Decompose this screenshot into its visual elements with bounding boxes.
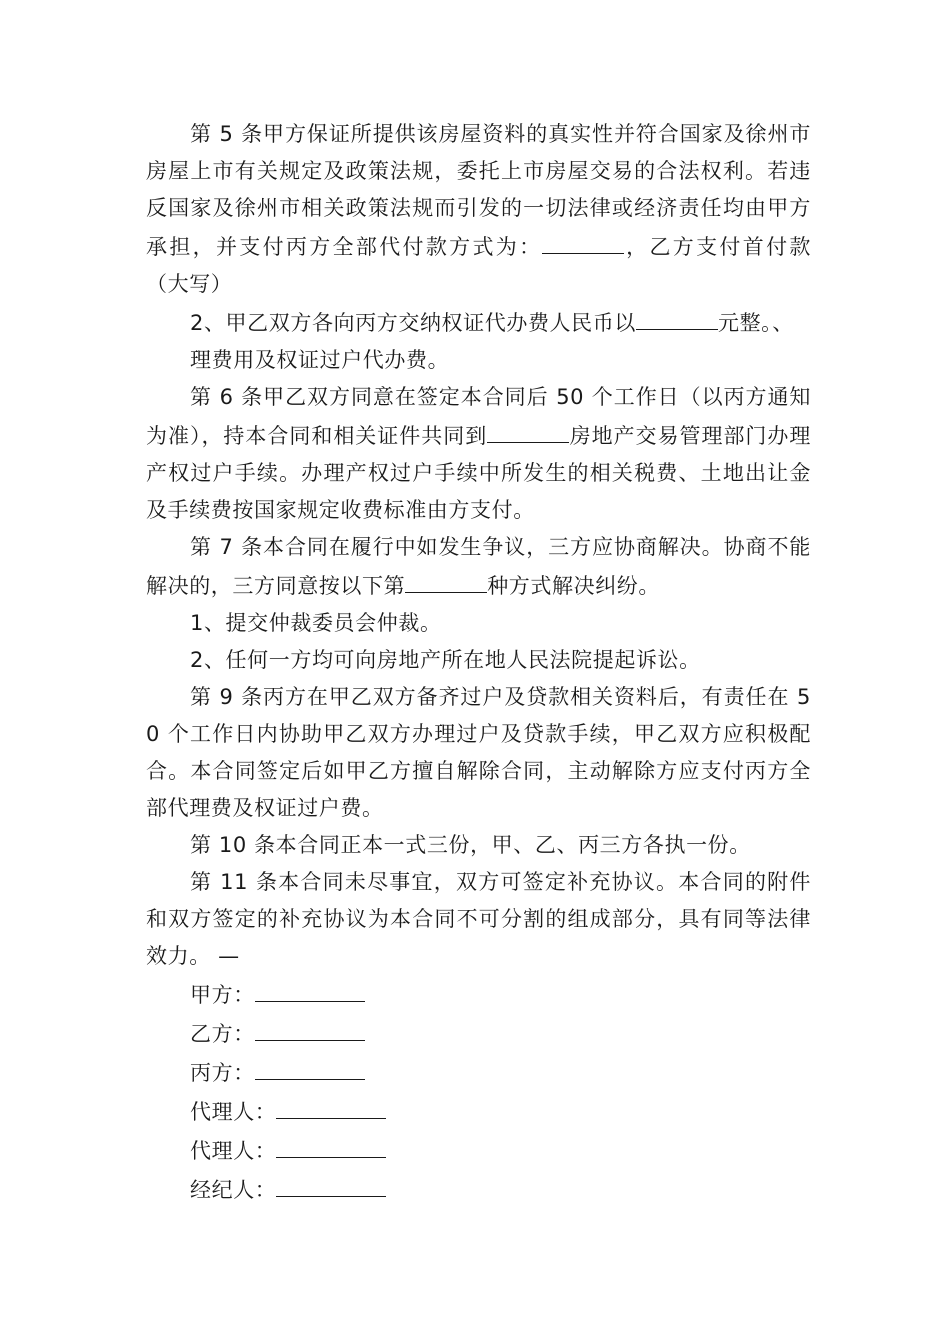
fee-line: 理费用及权证过户代办费。 xyxy=(190,348,450,372)
article-11: 第 11 条本合同未尽事宜，双方可签定补充协议。本合同的附件和双方签定的补充协议为本合同不可分割的组成部分，具有同等法律效力。 — xyxy=(146,870,811,968)
contract-page xyxy=(146,116,811,1209)
signature-agent-2: 代理人： xyxy=(146,1131,811,1170)
party-a-signature-field[interactable] xyxy=(255,975,365,1002)
article-10: 第 10 条本合同正本一式三份，甲、乙、丙三方各执一份。 xyxy=(190,833,751,857)
signature-broker: 经纪人： xyxy=(146,1170,811,1209)
article-6: 第 6 条甲乙双方同意在签定本合同后 50 个工作日（以丙方通知为准），持本合同和相关证件共同到 房地产交易管理部门办理产权过户手续。办理产权过户手续中所发生的相关税费、土地出让金及手续费按国家规定收费标准由方支付。 xyxy=(146,385,811,522)
signature-party-a: 甲方： xyxy=(146,975,811,1014)
item-1-arbitration: 1、提交仲裁委员会仲裁。 xyxy=(190,611,442,635)
agent-1-signature-field[interactable] xyxy=(276,1092,386,1119)
item-2-litigation: 2、任何一方均可向房地产所在地人民法院提起诉讼。 xyxy=(190,648,701,672)
article-5: 第 5 条甲方保证所提供该房屋资料的真实性并符合国家及徐州市房屋上市有关规定及政策法规，委托上市房屋交易的合法权利。若违反国家及徐州市相关政策法规而引发的一切法律或经济责任均由甲方承担，并支付丙方全部代付款方式为： ，乙方支付首付款（大写） xyxy=(146,122,811,296)
payment-method-blank[interactable] xyxy=(542,227,624,254)
article-9: 第 9 条丙方在甲乙双方备齐过户及贷款相关资料后，有责任在 50 个工作日内协助甲乙双方办理过户及贷款手续，甲乙双方应积极配合。本合同签定后如甲乙方擅自解除合同，主动解除方应支付丙方全部代理费及权证过户费。 xyxy=(146,685,811,820)
signature-block xyxy=(146,975,811,1209)
party-b-signature-field[interactable] xyxy=(255,1014,365,1041)
dispute-method-blank[interactable] xyxy=(405,566,487,593)
signature-party-b: 乙方： xyxy=(146,1014,811,1053)
broker-signature-field[interactable] xyxy=(276,1170,386,1197)
agent-2-signature-field[interactable] xyxy=(276,1131,386,1158)
exchange-office-blank[interactable] xyxy=(487,416,569,443)
signature-agent-1: 代理人： xyxy=(146,1092,811,1131)
item-2-agency-fee: 2、甲乙双方各向丙方交纳权证代办费人民币以 元整。、 xyxy=(146,303,811,342)
party-c-signature-field[interactable] xyxy=(255,1053,365,1080)
agency-fee-blank[interactable] xyxy=(636,303,718,330)
article-7: 第 7 条本合同在履行中如发生争议，三方应协商解决。协商不能解决的，三方同意按以下第 种方式解决纠纷。 xyxy=(146,535,811,598)
signature-party-c: 丙方： xyxy=(146,1053,811,1092)
